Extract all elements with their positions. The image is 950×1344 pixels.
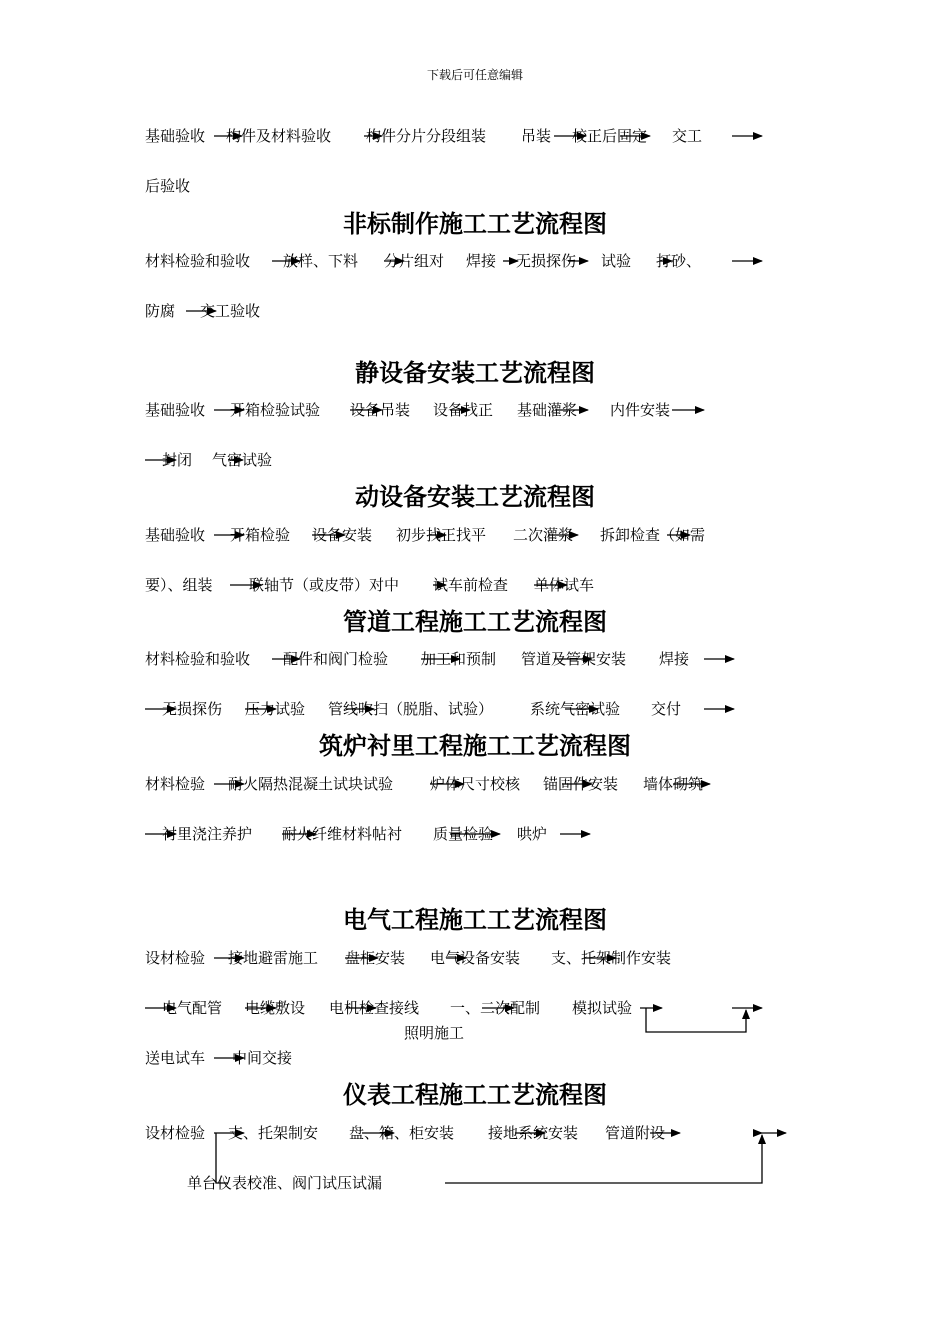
flow-step: 无损探伤 [516,252,577,270]
flow-step: 设备吊装 [350,401,411,419]
flow-step-branch: 照明施工 [404,1024,465,1042]
flow-step: 盘、箱、柜安装 [349,1124,455,1142]
flow-step: 质量检验 [433,825,494,843]
flow-step: 材料检验和验收 [145,252,251,270]
flow-step: 构件及材料验收 [226,127,332,145]
flow-step: 配件和阀门检验 [283,650,389,668]
flow-step: 一、二次配制 [450,999,541,1017]
flow-step: 二次灌浆 [513,526,574,544]
flow-step: 焊接 [466,252,497,270]
flow-step: 压力试验 [245,700,306,718]
flow-step: 电缆敷设 [245,999,306,1017]
flow-step: 基础灌浆 [517,401,578,419]
flow-step: 锚固件安装 [543,775,619,793]
flow-step: 放样、下料 [283,252,359,270]
flow-step: 电机检查接线 [329,999,420,1017]
flow-step: 设备安装 [312,526,373,544]
flow-step: 试车前检查 [433,576,509,594]
flow-step: 交工 [672,127,703,145]
page-header: 下载后可任意编辑 [426,68,523,82]
section-title: 动设备安装工艺流程图 [355,482,595,511]
flow-step: 支、托架制安 [228,1124,319,1142]
section-title: 仪表工程施工工艺流程图 [343,1080,607,1109]
flow-step: 无损探伤 [162,700,223,718]
flow-step: 电气设备安装 [430,949,521,967]
flow-step: 吊装 [521,127,552,145]
flow-step: 材料检验 [145,775,206,793]
flow-step: 单台仪表校准、阀门试压试漏 [187,1174,383,1192]
flow-step: 支、托架制作安装 [551,949,672,967]
flow-step: 基础验收 [145,401,206,419]
flow-step: 接地系统安装 [488,1124,579,1142]
flow-step: 管道附设 [605,1124,666,1142]
section-title: 静设备安装工艺流程图 [355,358,595,387]
flow-step: 管线吹扫（脱脂、试验） [328,700,494,718]
flow-step: 耐火隔热混凝土试块试验 [228,775,394,793]
flow-step: 初步找正找平 [396,526,487,544]
flow-step: 炉体尺寸校核 [430,775,521,793]
flow-step: 送电试车 [145,1049,206,1067]
flow-step: 基础验收 [145,127,206,145]
flow-arrow-branch [646,1008,746,1032]
flow-step: 系统气密试验 [530,700,621,718]
flow-step: 设备找正 [433,401,494,419]
flow-step: 开箱检验试验 [230,401,321,419]
flow-step: 开箱检验 [230,526,291,544]
flow-step: 封闭 [162,451,193,469]
flow-step: 单体试车 [534,576,595,594]
flow-step: 要）、组装 [145,576,213,594]
flow-step: 电气配管 [162,999,223,1017]
flow-step: 墙体砌筑 [643,775,704,793]
flow-step: 哄炉 [517,825,548,843]
flow-step: 接地避雷施工 [228,949,319,967]
flow-step: 模拟试验 [572,999,633,1017]
flow-step: 管道及管架安装 [521,650,627,668]
flow-step: 交付 [651,700,682,718]
flow-step: 材料检验和验收 [145,650,251,668]
flow-step: 打砂、 [656,252,702,270]
section-title: 筑炉衬里工程施工工艺流程图 [319,731,631,760]
flow-step: 加工和预制 [421,650,497,668]
flow-step: 设材检验 [145,1124,206,1142]
section-title: 管道工程施工工艺流程图 [343,607,607,636]
section-title: 非标制作施工工艺流程图 [343,209,607,238]
flow-step: 校正后固定 [572,127,648,145]
flow-step: 拆卸检查（如需 [600,526,706,544]
flow-step: 防腐 [145,302,176,320]
flow-step: 后验收 [145,177,191,195]
flow-arrow-return [445,1135,762,1183]
flow-step: 交工验收 [200,302,261,320]
flow-step: 联轴节（或皮带）对中 [249,576,400,594]
flow-step: 构件分片分段组装 [366,127,487,145]
flow-step: 气密试验 [212,451,273,469]
section-title: 电气工程施工工艺流程图 [343,905,607,934]
flow-step: 盘柜安装 [345,949,406,967]
flow-connector [216,1133,228,1183]
flow-step: 焊接 [659,650,690,668]
flow-step: 试验 [601,252,632,270]
flow-step: 中间交接 [232,1049,293,1067]
flow-step: 耐火纤维材料帖衬 [282,825,403,843]
flow-step: 衬里浇注养护 [162,825,253,843]
flow-step: 内件安装 [610,401,671,419]
flow-step: 设材检验 [145,949,206,967]
flow-step: 基础验收 [145,526,206,544]
flow-step: 分片组对 [384,252,445,270]
